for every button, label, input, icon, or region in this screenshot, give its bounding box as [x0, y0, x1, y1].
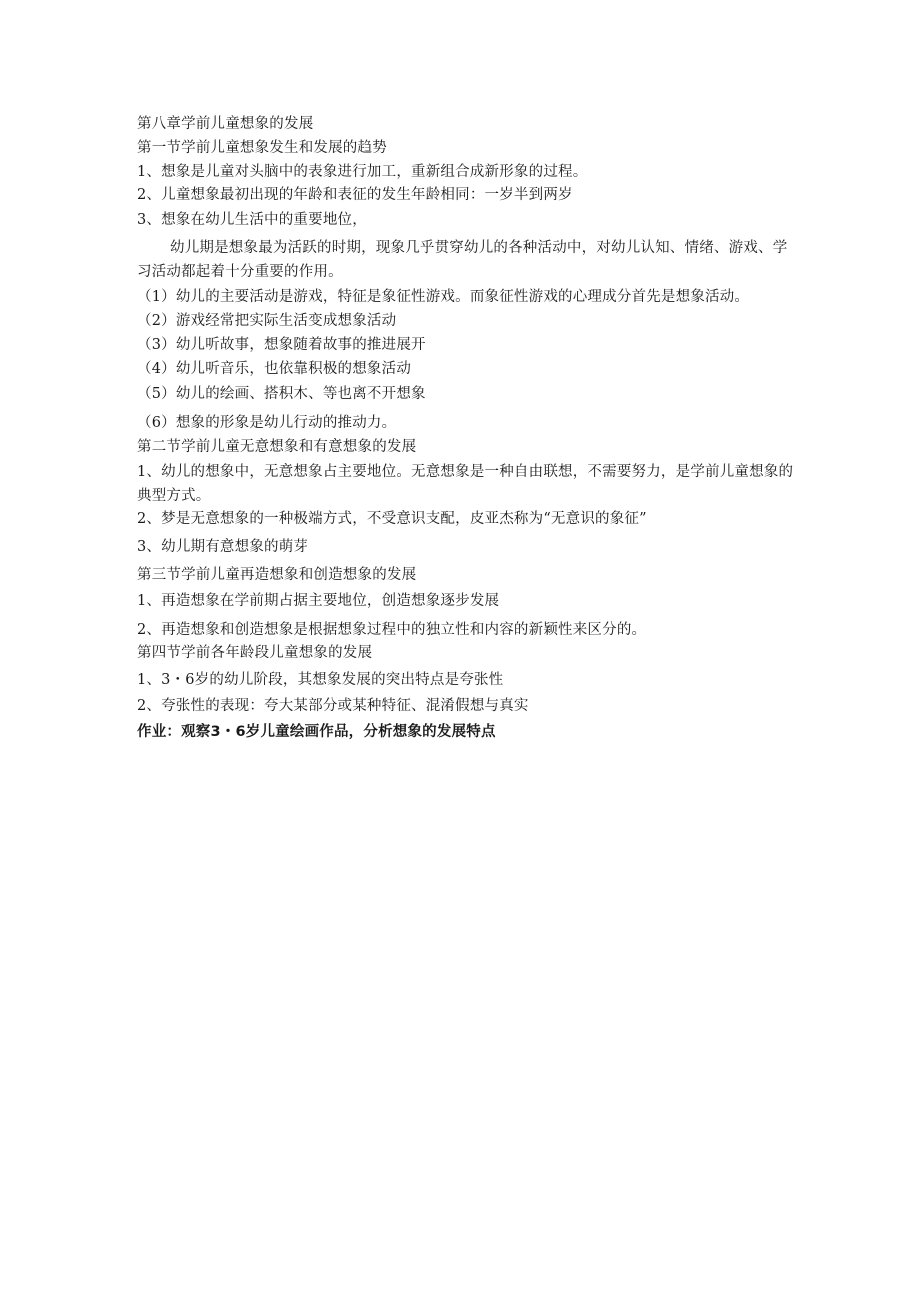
section-2-heading: 第二节学前儿童无意想象和有意想象的发展 — [137, 439, 417, 455]
paragraph-line: 1、再造想象在学前期占据主要地位，创造想象逐步发展 — [137, 593, 500, 609]
section-4-heading: 第四节学前各年龄段儿童想象的发展 — [137, 645, 373, 661]
list-item: （3）幼儿听故事，想象随着故事的推进展开 — [137, 337, 426, 353]
section-3-heading: 第三节学前儿童再造想象和创造想象的发展 — [137, 567, 417, 583]
list-item: （5）幼儿的绘画、搭积木、等也离不开想象 — [137, 386, 426, 402]
paragraph-line: 2、儿童想象最初出现的年龄和表征的发生年龄相同：一岁半到两岁 — [137, 187, 573, 203]
paragraph-line: 1、想象是儿童对头脑中的表象进行加工，重新组合成新形象的过程。 — [137, 164, 588, 180]
paragraph-line: 3、幼儿期有意想象的萌芽 — [137, 539, 309, 555]
paragraph-line: 1、3・6岁的幼儿阶段，其想象发展的突出特点是夸张性 — [137, 672, 504, 688]
list-item: （6）想象的形象是幼儿行动的推动力。 — [137, 415, 397, 431]
list-item: （4）幼儿听音乐，也依靠积极的想象活动 — [137, 361, 412, 377]
paragraph-line: 2、夸张性的表现：夸大某部分或某种特征、混淆假想与真实 — [137, 698, 529, 714]
indented-paragraph: 幼儿期是想象最为活跃的时期，现象几乎贯穿幼儿的各种活动中，对幼儿认知、情绪、游戏、学习活动都起着十分重要的作用。 — [137, 240, 788, 280]
paragraph-line: 2、再造想象和创造想象是根据想象过程中的独立性和内容的新颖性来区分的。 — [137, 622, 647, 638]
paragraph-line: 1、幼儿的想象中，无意想象占主要地位。无意想象是一种自由联想，不需要努力，是学前儿童想象的典型方式。 — [137, 464, 794, 504]
list-item: （1）幼儿的主要活动是游戏，特征是象征性游戏。而象征性游戏的心理成分首先是想象活动。 — [137, 289, 750, 305]
paragraph-line: 3、想象在幼儿生活中的重要地位， — [137, 212, 367, 228]
list-item: （2）游戏经常把实际生活变成想象活动 — [137, 313, 397, 329]
chapter-title: 第八章学前儿童想象的发展 — [137, 116, 314, 132]
homework-line: 作业：观察3・6岁儿童绘画作品，分析想象的发展特点 — [137, 724, 496, 740]
section-1-heading: 第一节学前儿童想象发生和发展的趋势 — [137, 140, 387, 156]
paragraph-line: 2、梦是无意想象的一种极端方式，不受意识支配，皮亚杰称为“无意识的象征” — [137, 511, 647, 527]
